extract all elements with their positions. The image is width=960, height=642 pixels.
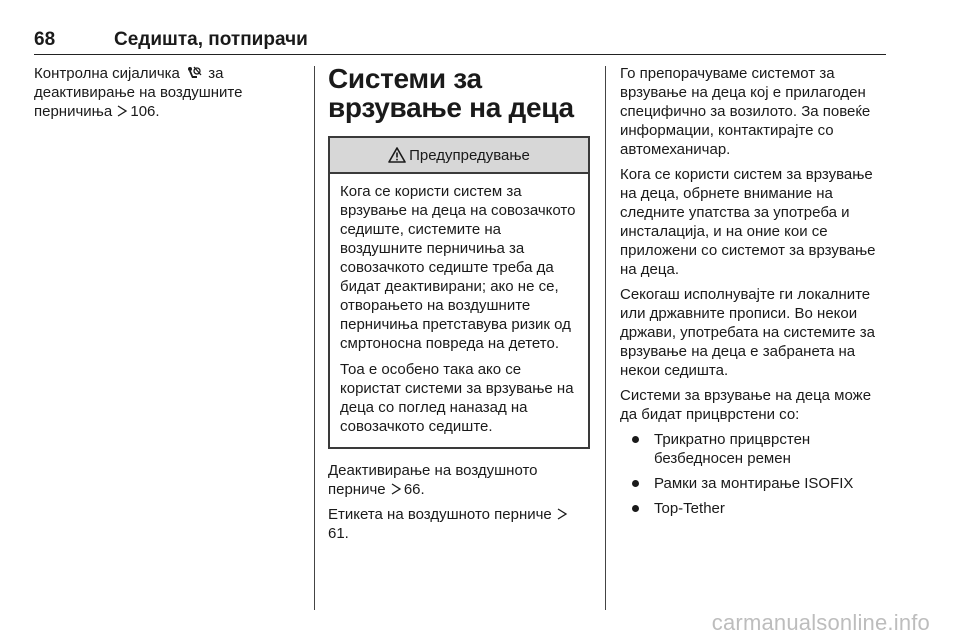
body-paragraph: Системи за врзување на деца може да бидат прицврстени со: xyxy=(620,387,872,423)
section-heading: Системи за врзување на деца xyxy=(328,63,574,123)
warning-paragraph: Кога се користи систем за врзување на деца на совозачкото седиште, системите на воздушните перничиња за совозачкото седиште треба да бидат деактивирани; ако не се, отворањето на воздушните перничиња претставува ризик од смртоносна повреда на детето. xyxy=(340,183,576,352)
list-item: Top-Tether xyxy=(620,499,890,518)
warning-paragraph: Тоа е особено така ако се користат системи за врзување на деца со поглед наназад на совозачкото седиште. xyxy=(340,361,574,435)
list-item: Трикратно прицврстен безбедносен ремен xyxy=(620,430,890,468)
page-ref-icon xyxy=(390,481,402,493)
bullet-icon xyxy=(632,505,639,512)
watermark: carmanualsonline.info xyxy=(711,610,930,635)
column-left xyxy=(34,64,304,127)
page-ref-icon xyxy=(116,103,128,115)
airbag-deactivation-ref: Деактивирање на воздушното перниче 66. xyxy=(328,462,538,498)
page-ref-link[interactable]: 106. xyxy=(116,103,159,120)
attachment-list xyxy=(620,430,890,518)
page-ref-link[interactable]: 61. xyxy=(328,506,570,542)
body-paragraph: Кога се користи систем за врзување на деца, обрнете внимание на следните упатства за употреба и инсталација, и на оние кои се приложени со системот за врзување на деца. xyxy=(620,166,876,278)
column-right xyxy=(620,64,890,524)
body-paragraph: Секогаш исполнувајте ги локалните или државните прописи. Во некои држави, употребата на системите за врзување на деца е забранета на некои седишта. xyxy=(620,286,875,379)
body-paragraph: Го препорачуваме системот за врзување на деца кој е прилагоден специфично за возилото. За повеќе информации, контактирајте со автомеханичар. xyxy=(620,65,871,158)
warning-body xyxy=(330,174,588,447)
page-header xyxy=(34,30,886,54)
column-divider-left xyxy=(314,66,315,610)
section-title: Седишта, потпирачи xyxy=(114,29,308,50)
warning-triangle-icon xyxy=(388,147,406,163)
warning-box xyxy=(328,136,590,449)
page-number: 68 xyxy=(34,29,56,50)
airbag-label-ref: Етикета на воздушното перниче 61. xyxy=(328,505,590,543)
header-rule xyxy=(34,54,886,55)
column-divider-right xyxy=(605,66,606,610)
warning-title: Предупредување xyxy=(409,146,530,164)
warning-header xyxy=(330,138,588,174)
page-ref-link[interactable]: 66. xyxy=(390,481,425,498)
airbag-off-icon xyxy=(186,66,202,80)
bullet-icon xyxy=(632,480,639,487)
airbag-lamp-paragraph: Контролна сијаличка за деактивирање на воздушните перничиња 106. xyxy=(34,65,243,120)
bullet-icon xyxy=(632,436,639,443)
list-item: Рамки за монтирање ISOFIX xyxy=(620,474,890,493)
column-middle xyxy=(328,64,590,549)
page-ref-icon xyxy=(556,506,568,518)
